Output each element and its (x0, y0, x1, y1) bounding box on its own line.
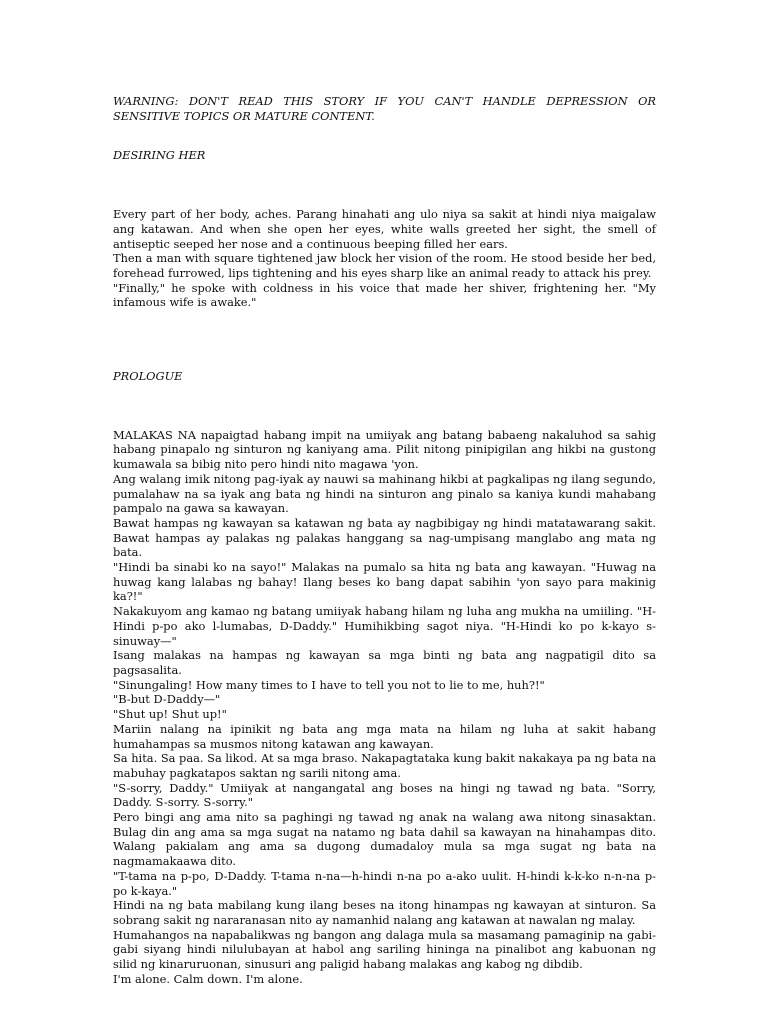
prologue-paragraph: "Shut up! Shut up!" (113, 707, 227, 722)
prologue-paragraph: Mariin nalang na ipinikit ng bata ang mga mata na hilam ng luha at sakit habang humahampas sa musmos nitong katawan ang kawayan. (113, 721, 656, 751)
prologue-paragraph: "S-sorry, Daddy." Umiiyak at nangangatal ang boses na hingi ng tawad ng bata. "Sorry, Daddy. S-sorry. S-sorry." (113, 780, 656, 810)
story-title: DESIRING HER (113, 148, 206, 163)
prologue-section (113, 428, 656, 987)
prologue-paragraph: I'm alone. Calm down. I'm alone. (113, 971, 303, 986)
prologue-paragraph: Humahangos na napabalikwas ng bangon ang dalaga mula sa masamang pamaginip na gabi-gabi siyang hindi nilulubayan at habol ang sariling hininga na pinalibot ang kabuonan ng silid ng kinaruruonan, sinusuri ang paligid habang malakas ang kabog ng dibdib. (113, 927, 656, 972)
intro-paragraph-3: "Finally," he spoke with coldness in his voice that made her shiver, frightening her. "My infamous wife is awake." (113, 280, 656, 310)
prologue-paragraph: Isang malakas na hampas ng kawayan sa mga binti ng bata ang nagpatigil dito sa pagsasalita. (113, 648, 656, 677)
prologue-paragraph: Sa hita. Sa paa. Sa likod. At sa mga braso. Nakapagtataka kung bakit nakakaya pa ng bata na mabuhay pagkatapos saktan ng sarili nitong ama. (113, 751, 656, 780)
intro-paragraph-1: Every part of her body, aches. Parang hinahati ang ulo niya sa sakit at hindi niya maigalaw ang katawan. And when she open her eyes, white walls greeted her sight, the smell of antiseptic seeped her nose and a continuous beeping filled her ears. (113, 207, 656, 251)
intro-paragraph-2: Then a man with square tightened jaw block her vision of the room. He stood beside her bed, forehead furrowed, lips tightening and his eyes sharp like an animal ready to attack his prey. (113, 251, 656, 280)
prologue-paragraph: "T-tama na p-po, D-Daddy. T-tama n-na—h-hindi n-na po a-ako uulit. H-hindi k-k-ko n-n-na p-po k-kaya." (113, 868, 656, 898)
document-page (113, 94, 656, 986)
prologue-paragraph: Pero bingi ang ama nito sa paghingi ng tawad ng anak na walang awa nitong sinasaktan. Bulag din ang ama sa mga sugat na natamo ng bata dahil sa kawayan na hinahampas dito. Walang pakialam ang ama sa dugong dumadaloy mula sa mga sugat ng bata na nagmamakaawa dito. (113, 810, 656, 869)
prologue-paragraph: Hindi na ng bata mabilang kung ilang beses na itong hinampas ng kawayan at sinturon. Sa sobrang sakit ng nararanasan nito ay namanhid nalang ang katawan at nawalan ng malay. (113, 898, 656, 927)
prologue-paragraph: Nakakuyom ang kamao ng batang umiiyak habang hilam ng luha ang mukha na umiiling. "H-Hindi p-po ako l-lumabas, D-Daddy." Humihikbing sagot niya. "H-Hindi ko po k-kayo s-sinuway—" (113, 604, 656, 648)
prologue-paragraph: Ang walang imik nitong pag-iyak ay nauwi sa mahinang hikbi at pagkalipas ng ilang segundo, pumalahaw na sa iyak ang bata ng hindi na sinturon ang pinalo sa kaniya kundi mahabang pampalo na gawa sa kawayan. (113, 471, 656, 516)
prologue-paragraph: "Sinungaling! How many times to I have to tell you not to lie to me, huh?!" (113, 677, 545, 692)
prologue-paragraph: MALAKAS NA napaigtad habang impit na umiiyak ang batang babaeng nakaluhod sa sahig habang pinapalo ng sinturon ng kaniyang ama. Pilit nitong pinipigilan ang hikbi na gustong kumawala sa bibig nito pero hindi nito magawa 'yon. (113, 427, 656, 472)
prologue-paragraph: "Hindi ba sinabi ko na sayo!" Malakas na pumalo sa hita ng bata ang kawayan. "Huwag na huwag kang lalabas ng bahay! Ilang beses ko bang dapat sabihin 'yon sayo para makinig ka?!" (113, 560, 656, 604)
prologue-heading: PROLOGUE (113, 369, 183, 384)
warning-text: WARNING: DON'T READ THIS STORY IF YOU CAN'T HANDLE DEPRESSION OR SENSITIVE TOPICS OR MATURE CONTENT. (113, 94, 656, 123)
intro-section (113, 207, 656, 310)
prologue-paragraph: "B-but D-Daddy—" (113, 692, 221, 707)
prologue-paragraph: Bawat hampas ng kawayan sa katawan ng bata ay nagbibigay ng hindi matatawarang sakit. Bawat hampas ay palakas ng palakas hanggang sa nag-umpisang manglabo ang mata ng bata. (113, 515, 656, 560)
